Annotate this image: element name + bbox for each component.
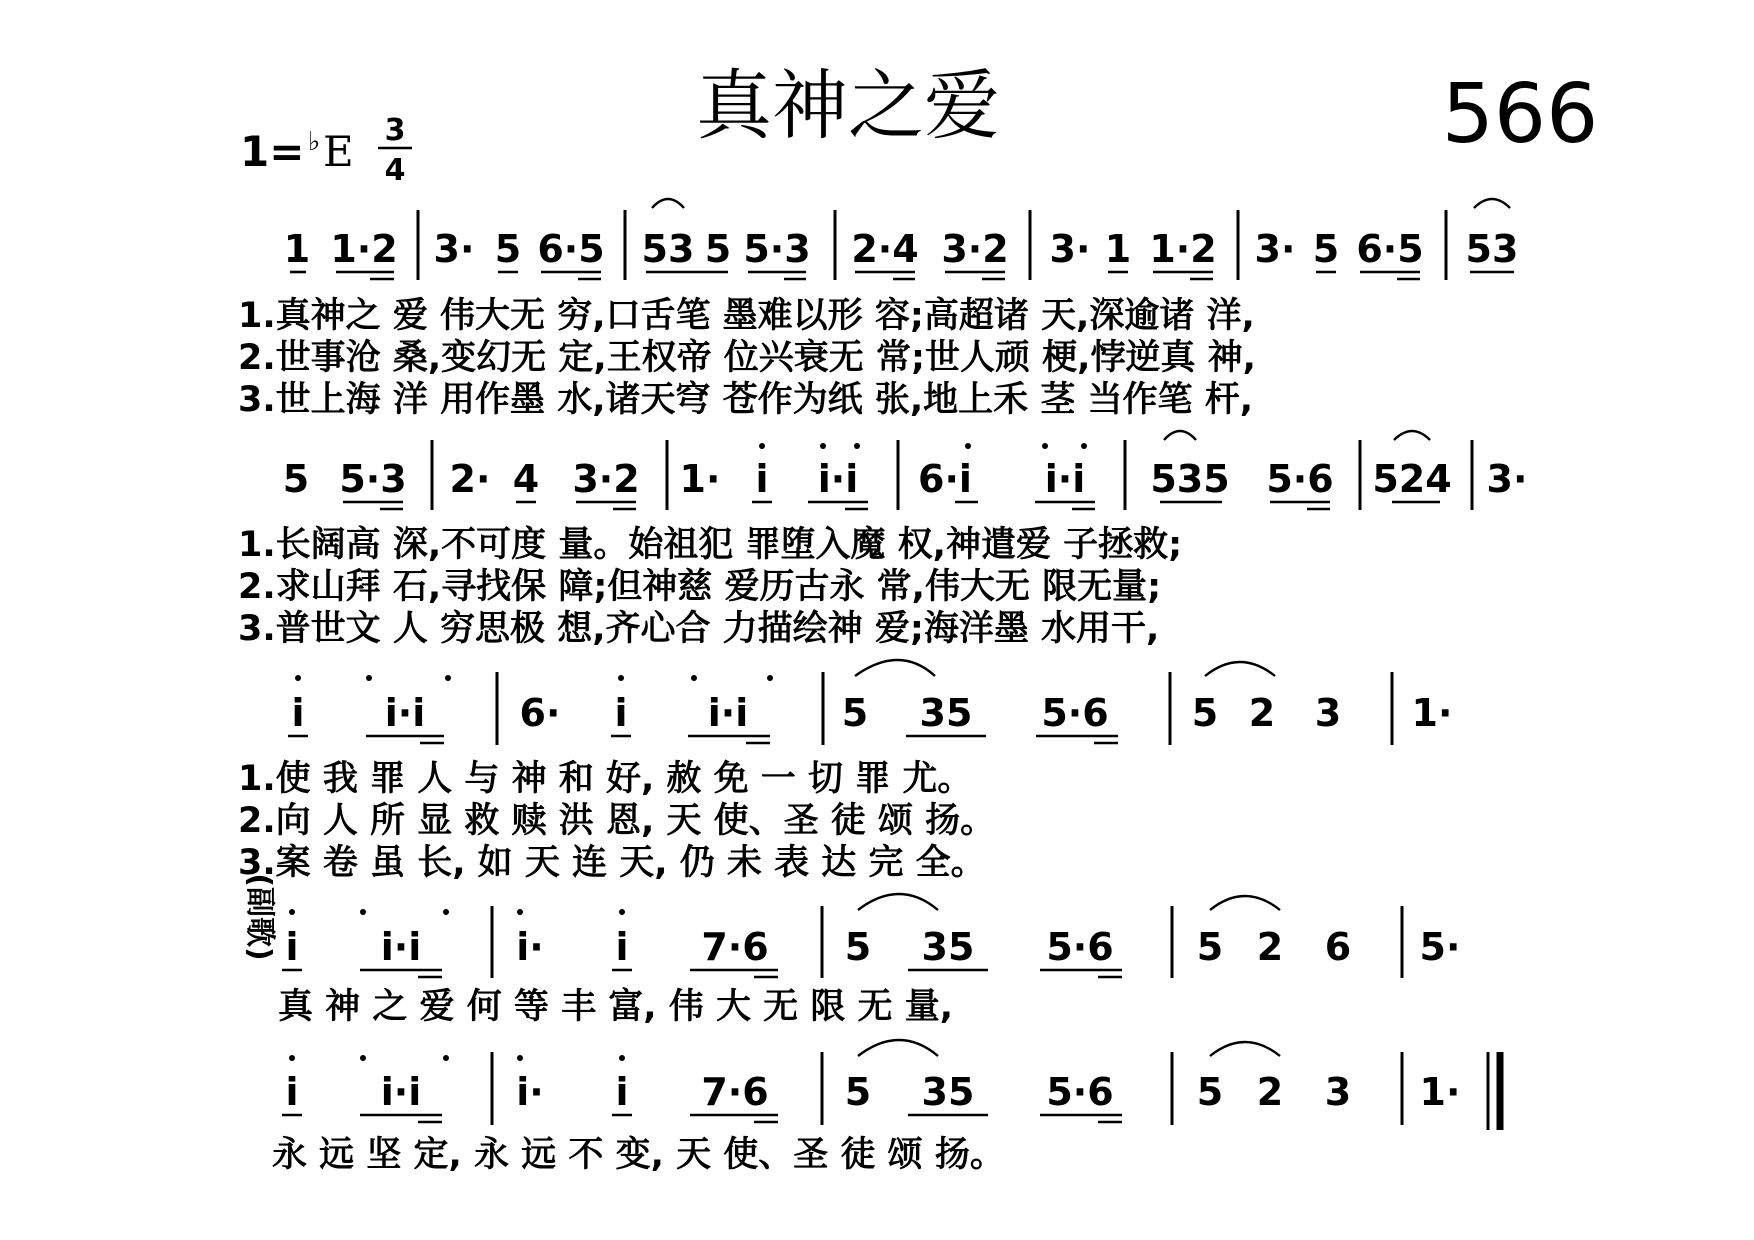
lyric-line: 2.世事沧 桑,变幻无 定,王权帝 位兴衰无 常;世人顽 梗,悖逆真 神, xyxy=(238,338,1256,378)
note-group: i·i xyxy=(817,457,859,501)
note-group: 524 xyxy=(1372,457,1452,501)
note-group: 5·3 xyxy=(743,227,811,271)
note-group: 5·6 xyxy=(1266,457,1334,501)
note-group: 5 xyxy=(844,925,872,969)
octave-dot xyxy=(517,909,523,915)
note-group: 1· xyxy=(1411,691,1453,735)
note-group: 1 xyxy=(283,227,311,271)
notes-row-5 xyxy=(282,1040,1500,1130)
note-group: i·i xyxy=(384,691,426,735)
note-group: i xyxy=(285,925,299,969)
note-group: i xyxy=(285,1070,299,1114)
notes-row-1 xyxy=(284,199,1519,280)
note-group: i xyxy=(291,691,305,735)
note-group: i xyxy=(614,691,628,735)
note-group: 35 xyxy=(919,691,973,735)
octave-dot xyxy=(691,675,697,681)
note-group: 35 xyxy=(921,925,975,969)
note-group: 3· xyxy=(433,227,475,271)
slur xyxy=(858,1040,938,1056)
system-3 xyxy=(238,660,1452,883)
note-group: 2·4 xyxy=(851,227,919,271)
note-group: 1·2 xyxy=(330,227,398,271)
lyric-line: 3.普世文 人 穷思极 想,齐心合 力描绘神 爱;海洋墨 水用干, xyxy=(238,609,1160,649)
note-group: 2 xyxy=(1248,691,1276,735)
note-group: 5 xyxy=(704,227,732,271)
note-group: 5·6 xyxy=(1046,1070,1114,1114)
note-group: 5 xyxy=(282,457,310,501)
note-group: 5·3 xyxy=(339,457,407,501)
note-group: 53 xyxy=(1465,227,1519,271)
lyric-line: 1.真神之 爱 伟大无 穷,口舌笔 墨难以形 容;高超诸 天,深逾诸 洋, xyxy=(238,296,1255,336)
slur xyxy=(1210,1042,1280,1056)
note-group: 3· xyxy=(1254,227,1296,271)
system-1 xyxy=(238,199,1518,420)
octave-dot xyxy=(443,1055,449,1061)
note-group: i· xyxy=(516,1070,544,1114)
note-group: 6·5 xyxy=(537,227,605,271)
time-signature-bottom: 4 xyxy=(384,153,406,188)
key-prefix: 1= xyxy=(240,127,305,176)
note-group: 5·6 xyxy=(1041,691,1109,735)
system-2 xyxy=(238,431,1527,649)
note-group: 1· xyxy=(679,457,721,501)
octave-dot xyxy=(820,443,826,449)
note-group: 5 xyxy=(1191,691,1219,735)
note-group: 5·6 xyxy=(1046,925,1114,969)
note-group: 6 xyxy=(1324,925,1352,969)
note-group: 3· xyxy=(1486,457,1528,501)
lyric-line: 1.长阔高 深,不可度 量。始祖犯 罪堕入魔 权,神遣爱 子拯救; xyxy=(238,525,1183,565)
slur xyxy=(855,660,935,676)
slur xyxy=(1210,896,1280,910)
note-group: 1 xyxy=(1104,227,1132,271)
note-group: 35 xyxy=(921,1070,975,1114)
lyric-line: 3.世上海 洋 用作墨 水,诸天穹 苍作为纸 张,地上禾 茎 当作笔 杆, xyxy=(238,380,1254,420)
octave-dot xyxy=(965,443,971,449)
note-group: i·i xyxy=(380,925,422,969)
note-group: 5 xyxy=(494,227,522,271)
note-group: 3 xyxy=(1324,1070,1352,1114)
note-group: 5· xyxy=(1419,925,1461,969)
octave-dot xyxy=(759,443,765,449)
note-group: 53 xyxy=(641,227,695,271)
lyric-line: 2.向 人 所 显 救 赎 洪 恩, 天 使、圣 徒 颂 扬。 xyxy=(238,801,996,841)
octave-dot xyxy=(619,1055,625,1061)
note-group: 3· xyxy=(1049,227,1091,271)
slur xyxy=(1164,431,1196,440)
note-group: i xyxy=(615,1070,629,1114)
system-4-refrain xyxy=(242,873,1460,1027)
note-group: 2 xyxy=(1256,1070,1284,1114)
note-group: i·i xyxy=(1044,457,1086,501)
hymn-number: 566 xyxy=(1441,67,1599,162)
note-group: 6·5 xyxy=(1356,227,1424,271)
note-group: 7·6 xyxy=(701,925,769,969)
flat-sign: ♭ xyxy=(308,127,321,157)
slur xyxy=(1474,199,1510,208)
octave-dot xyxy=(289,1055,295,1061)
slur xyxy=(1205,662,1275,676)
time-signature-top: 3 xyxy=(384,113,406,148)
note-group: 535 xyxy=(1150,457,1230,501)
octave-dot xyxy=(360,909,366,915)
notes-row-2 xyxy=(283,431,1528,510)
note-group: 6·i xyxy=(918,457,972,501)
octave-dot xyxy=(366,675,372,681)
octave-dot xyxy=(618,675,624,681)
lyric-line: 永 远 坚 定, 永 远 不 变, 天 使、圣 徒 颂 扬。 xyxy=(272,1135,1005,1175)
key-note: E xyxy=(323,127,354,176)
octave-dot xyxy=(1081,443,1087,449)
octave-dot xyxy=(289,909,295,915)
lyric-line: 2.求山拜 石,寻找保 障;但神慈 爱历古永 常,伟大无 限无量; xyxy=(238,567,1162,607)
note-group: 1· xyxy=(1419,1070,1461,1114)
octave-dot xyxy=(443,909,449,915)
note-group: i· xyxy=(516,925,544,969)
note-group: 5 xyxy=(844,1070,872,1114)
note-group: 2 xyxy=(1256,925,1284,969)
note-group: 6· xyxy=(519,691,561,735)
note-group: 2· xyxy=(449,457,491,501)
hymn-title: 真神之爱 xyxy=(696,61,1000,150)
octave-dot xyxy=(1042,443,1048,449)
note-group: 1·2 xyxy=(1149,227,1217,271)
lyric-line: 3.案 卷 虽 长, 如 天 连 天, 仍 未 表 达 完 全。 xyxy=(238,843,986,883)
note-group: i·i xyxy=(707,691,749,735)
note-group: i xyxy=(615,925,629,969)
slur xyxy=(1394,431,1430,440)
lyric-line: 1.使 我 罪 人 与 神 和 好, 赦 免 一 切 罪 尤。 xyxy=(238,759,973,799)
octave-dot xyxy=(619,909,625,915)
slur xyxy=(858,894,938,910)
notes-row-3 xyxy=(288,660,1452,745)
lyric-line: 真 神 之 爱 何 等 丰 富, 伟 大 无 限 无 量, xyxy=(278,987,953,1027)
refrain-label: (副歌) xyxy=(242,873,277,961)
note-group: i·i xyxy=(380,1070,422,1114)
octave-dot xyxy=(445,675,451,681)
note-group: 3·2 xyxy=(941,227,1009,271)
octave-dot xyxy=(360,1055,366,1061)
note-group: i xyxy=(755,457,769,501)
note-group: 5 xyxy=(1196,1070,1224,1114)
octave-dot xyxy=(517,1055,523,1061)
note-group: 5 xyxy=(1312,227,1340,271)
octave-dot xyxy=(767,675,773,681)
note-group: 4 xyxy=(512,457,540,501)
note-group: 5 xyxy=(841,691,869,735)
slur xyxy=(652,199,684,208)
note-group: 5 xyxy=(1196,925,1224,969)
note-group: 3 xyxy=(1314,691,1342,735)
key-signature xyxy=(240,113,412,188)
octave-dot xyxy=(295,675,301,681)
octave-dot xyxy=(854,443,860,449)
system-5 xyxy=(272,1040,1500,1175)
note-group: 7·6 xyxy=(701,1070,769,1114)
note-group: 3·2 xyxy=(572,457,640,501)
notes-row-4 xyxy=(282,894,1460,978)
